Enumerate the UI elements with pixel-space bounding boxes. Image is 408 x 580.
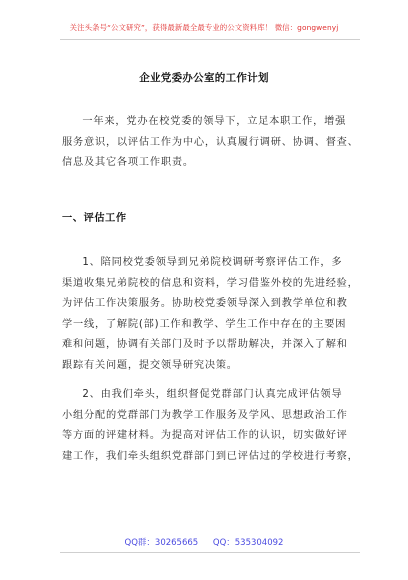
bottom-divider — [60, 552, 360, 553]
footer-qq-group: QQ群：30265665 — [124, 538, 199, 548]
paragraph-line: 信息及其它各项工作职责。 — [62, 157, 194, 168]
intro-paragraph — [62, 112, 362, 174]
document-title: 企业党委办公室的工作计划 — [139, 72, 269, 84]
top-banner-text: 关注头条号“公文研究”，获得最新最全最专业的公文资料库！ 微信：gongwenyj — [69, 23, 339, 32]
paragraph-line: 2、由我们牵头，组织督促党群部门认真完成评估领导 — [82, 389, 343, 400]
section-heading: 一、评估工作 — [62, 213, 127, 224]
paragraph-line: 小组分配的党群部门为教学工作服务及学风、思想政治工作 — [62, 409, 348, 421]
paragraph-line: 跟踪有关问题，提交领导研究决策。 — [62, 359, 238, 371]
top-divider — [60, 39, 360, 40]
paragraph-1 — [62, 253, 362, 376]
paragraph-line: 难和问题，协调有关部门及时予以帮助解决，并深入了解和 — [62, 339, 348, 350]
paragraph-line: 渠道收集兄弟院校的信息和资料，学习借鉴外校的先进经验， — [62, 277, 359, 289]
paragraph-line: 学一线，了解院(部)工作和教学、学生工作中存在的主要困 — [62, 318, 347, 330]
paragraph-line: 为评估工作决策服务。协助校党委领导深入到教学单位和教 — [62, 298, 348, 309]
footer-contact — [0, 536, 408, 548]
footer-qq: QQ：535304092 — [212, 538, 284, 548]
paragraph-line: 1、陪同校党委领导到兄弟院校调研考察评估工作，多 — [82, 257, 343, 268]
paragraph-line: 服务意识，以评估工作为中心，认真履行调研、协调、督查、 — [62, 136, 359, 148]
paragraph-2 — [62, 385, 362, 467]
paragraph-line: 等方面的评建材料。为提高对评估工作的认识，切实做好评 — [62, 430, 348, 441]
paragraph-line: 建工作，我们牵头组织党群部门到已评估过的学校进行考察， — [62, 450, 359, 462]
paragraph-line: 一年来，党办在校党委的领导下，立足本职工作，增强 — [82, 116, 347, 127]
